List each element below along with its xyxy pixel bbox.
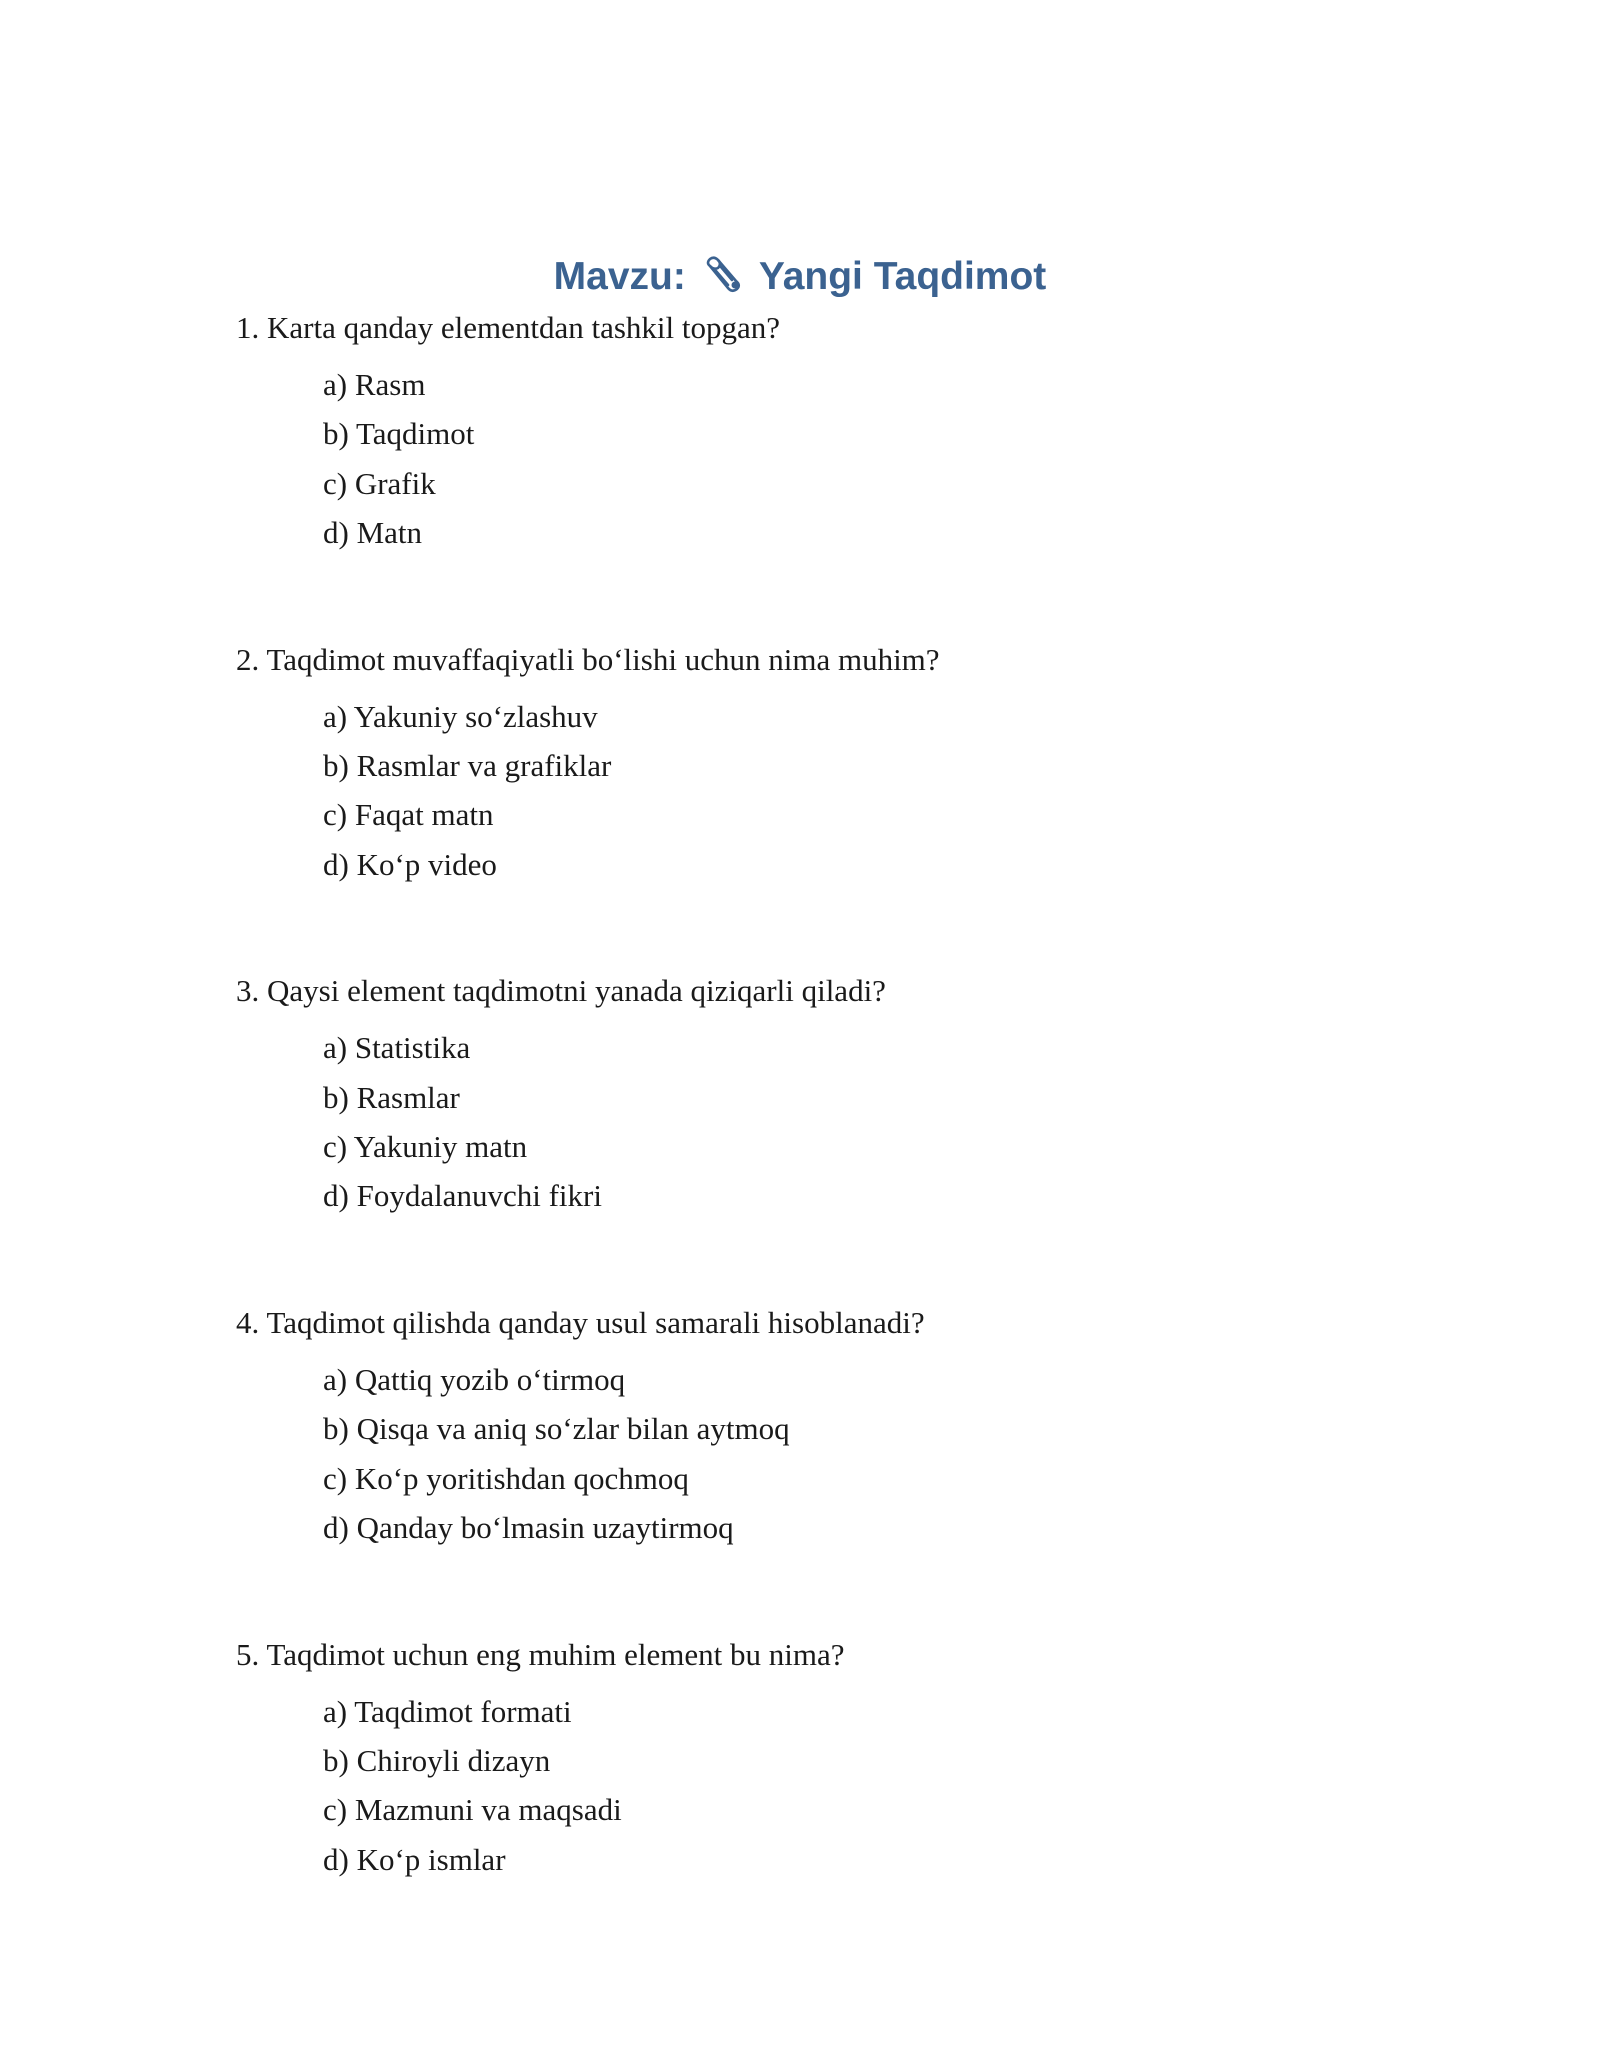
- question-item: [236, 303, 1436, 558]
- question-item: [236, 1630, 1436, 1885]
- answer-option: d) Foydalanuvchi fikri: [323, 1178, 602, 1214]
- answer-option: d) Ko‘p video: [323, 846, 497, 882]
- option-list: [236, 360, 1436, 558]
- option-list: [236, 1023, 1436, 1221]
- question-item: [236, 966, 1436, 1221]
- answer-option: c) Faqat matn: [323, 797, 494, 833]
- answer-option: c) Yakuniy matn: [323, 1129, 528, 1165]
- question-text: 2. Taqdimot muvaffaqiyatli bo‘lishi uchun nima muhim?: [236, 641, 940, 677]
- answer-option: a) Rasm: [323, 367, 426, 402]
- question-text: 1. Karta qanday elementdan tashkil topgan?: [236, 310, 781, 345]
- question-item: [236, 635, 1436, 890]
- answer-option: b) Taqdimot: [323, 416, 475, 452]
- answer-option: b) Rasmlar: [323, 1079, 460, 1115]
- answer-option: c) Mazmuni va maqsadi: [323, 1792, 622, 1828]
- page-title: [0, 248, 1600, 306]
- answer-option: d) Qanday bo‘lmasin uzaytirmoq: [323, 1510, 734, 1546]
- option-list: [236, 1687, 1436, 1885]
- question-text: 3. Qaysi element taqdimotni yanada qiziqarli qiladi?: [236, 973, 886, 1009]
- title-prefix: Mavzu:: [553, 255, 686, 298]
- answer-option: a) Yakuniy so‘zlashuv: [323, 698, 598, 734]
- question-text: 5. Taqdimot uchun eng muhim element bu nima?: [236, 1636, 845, 1672]
- answer-option: a) Qattiq yozib o‘tirmoq: [323, 1361, 626, 1397]
- question-item: [236, 1298, 1436, 1553]
- answer-option: c) Ko‘p yoritishdan qochmoq: [323, 1460, 689, 1496]
- answer-option: b) Rasmlar va grafiklar: [323, 748, 612, 784]
- title-text: Yangi Taqdimot: [758, 255, 1047, 298]
- question-text: 4. Taqdimot qilishda qanday usul samarali hisoblanadi?: [236, 1304, 925, 1340]
- answer-option: a) Statistika: [323, 1030, 471, 1066]
- answer-option: b) Qisqa va aniq so‘zlar bilan aytmoq: [323, 1411, 790, 1447]
- question-list: [236, 303, 1436, 1961]
- answer-option: a) Taqdimot formati: [323, 1693, 572, 1729]
- rolled-scroll-icon: [701, 254, 745, 298]
- option-list: [236, 1355, 1436, 1553]
- answer-option: b) Chiroyli dizayn: [323, 1742, 551, 1778]
- answer-option: c) Grafik: [323, 465, 436, 501]
- answer-option: d) Ko‘p ismlar: [323, 1841, 506, 1877]
- answer-option: d) Matn: [323, 515, 423, 551]
- option-list: [236, 692, 1436, 890]
